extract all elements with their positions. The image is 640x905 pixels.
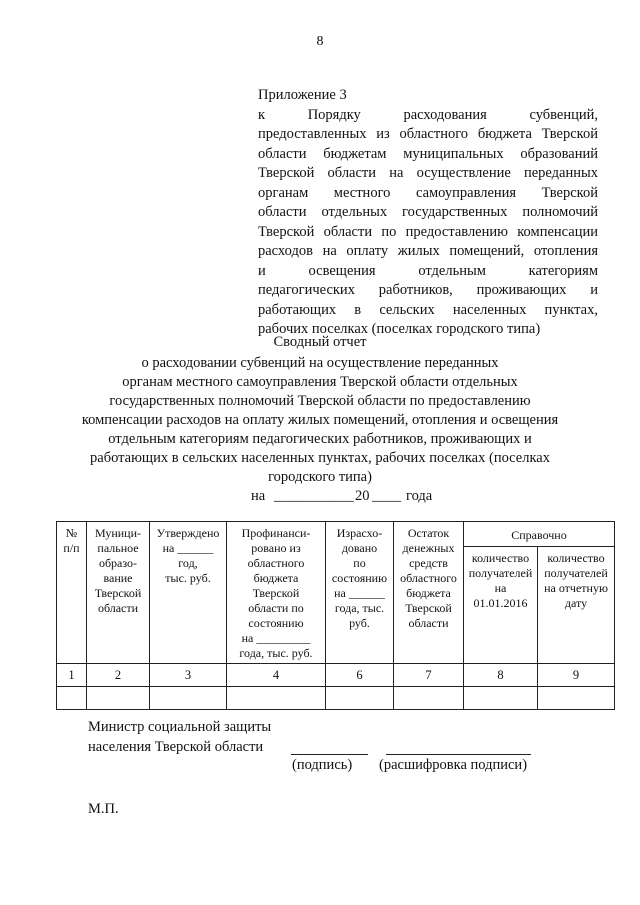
- appendix-line: расходов на оплату жилых помещений, отопления: [258, 243, 598, 259]
- header-line: №: [65, 526, 78, 540]
- header-line: на отчетную: [544, 581, 608, 595]
- empty-data-row: [57, 687, 615, 710]
- header-line: ровано из: [251, 541, 301, 555]
- minister-title-line1: Министр социальной защиты: [88, 719, 272, 735]
- column-number: 3: [150, 664, 227, 687]
- header-line: количество: [547, 551, 605, 565]
- appendix-line: к Порядку расходования субвенций,: [258, 106, 598, 123]
- report-table: [56, 521, 615, 710]
- column-number: 9: [538, 664, 615, 687]
- appendix-line: области отдельных государственных полномочий: [258, 204, 598, 220]
- header-line: Тверской: [94, 586, 142, 600]
- column-number: 7: [394, 664, 464, 687]
- header-line: области по: [248, 601, 304, 615]
- header-line: пальное: [97, 541, 139, 555]
- header-line: бюджета: [406, 586, 451, 600]
- appendix-line: педагогических работников, проживающих и: [258, 282, 598, 298]
- signature-label: (подпись): [292, 757, 353, 773]
- header-line: состоянию: [331, 571, 388, 585]
- cell: [326, 687, 394, 710]
- header-line: дату: [564, 596, 588, 610]
- header-line: тыс. руб.: [165, 571, 211, 585]
- header-reference: Справочно: [464, 522, 615, 547]
- header-line: Тверской: [252, 586, 300, 600]
- minister-title-line2: населения Тверской области: [88, 739, 264, 755]
- title-line: отдельным категориям педагогических работников, проживающих и: [108, 431, 532, 447]
- header-line: на _________: [241, 631, 311, 645]
- stamp-label: М.П.: [88, 801, 119, 817]
- header-line: года, тыс.: [334, 601, 385, 615]
- header-line: области: [97, 601, 139, 615]
- cell: [150, 687, 227, 710]
- header-line: Муници-: [94, 526, 142, 540]
- header-municipality: [87, 522, 150, 664]
- header-line: руб.: [349, 616, 370, 630]
- header-balance: [394, 522, 464, 664]
- header-line: образо-: [98, 556, 138, 570]
- appendix-line: Тверской области на осуществление переданных: [258, 165, 598, 181]
- header-financed: [227, 522, 326, 664]
- header-line: 01.01.2016: [473, 596, 528, 610]
- column-number: 2: [87, 664, 150, 687]
- decode-blank: [386, 754, 531, 755]
- header-line: средств: [409, 556, 448, 570]
- appendix-line: и освещения отдельным категориям: [258, 262, 598, 279]
- cell: [87, 687, 150, 710]
- appendix-line: органам местного самоуправления Тверской: [258, 184, 598, 201]
- header-line: количество: [471, 551, 530, 565]
- date-year-prefix: 20: [355, 488, 370, 504]
- header-line: получателей: [468, 566, 533, 580]
- header-line: Утверждено: [156, 526, 220, 540]
- date-blank-day-month: ___________: [274, 488, 354, 504]
- title-line: о расходовании субвенций на осуществление переданных: [141, 355, 499, 371]
- title-line: органам местного самоуправления Тверской области отдельных: [122, 374, 518, 390]
- appendix-line: рабочих поселках (поселках городского типа): [258, 321, 541, 337]
- header-line: года, тыс. руб.: [239, 646, 313, 660]
- header-line: год,: [178, 556, 198, 570]
- cell: [538, 687, 615, 710]
- signature-blank: [291, 754, 368, 755]
- column-number: 4: [227, 664, 326, 687]
- title-line: городского типа): [268, 469, 372, 485]
- header-number: [57, 522, 87, 664]
- cell: [394, 687, 464, 710]
- title-line: государственных полномочий Тверской области по предоставлению: [109, 393, 531, 409]
- date-suffix: года: [406, 488, 433, 504]
- header-line: на ______: [334, 586, 385, 600]
- decode-label: (расшифровка подписи): [379, 757, 528, 773]
- header-line: получателей: [544, 566, 608, 580]
- header-line: Профинанси-: [241, 526, 311, 540]
- header-line: денежных: [402, 541, 455, 555]
- header-line: п/п: [63, 541, 80, 555]
- header-line: бюджета: [253, 571, 299, 585]
- header-line: Израсхо-: [336, 526, 383, 540]
- appendix-line: Приложение 3: [258, 87, 347, 103]
- header-line: Тверской: [405, 601, 452, 615]
- header-recipients-2016: [464, 547, 538, 664]
- title-line: компенсации расходов на оплату жилых помещений, отопления и освещения: [81, 412, 559, 428]
- cell: [227, 687, 326, 710]
- title-heading: Сводный отчет: [273, 334, 367, 350]
- title-line: работающих в сельских населенных пунктах, рабочих поселках (поселках: [90, 450, 550, 466]
- column-number-row: [57, 664, 615, 687]
- header-spent: [326, 522, 394, 664]
- cell: [464, 687, 538, 710]
- appendix-line: работающих в сельских населенных пунктах,: [258, 301, 598, 318]
- header-line: состоянию: [248, 616, 304, 630]
- header-line: области: [408, 616, 449, 630]
- column-number: 6: [326, 664, 394, 687]
- appendix-line: Тверской области по предоставлению компенсации: [258, 223, 598, 240]
- column-number: 8: [464, 664, 538, 687]
- header-line: вание: [103, 571, 133, 585]
- date-blank-year: ____: [372, 488, 401, 504]
- page-number: 8: [316, 34, 324, 49]
- appendix-line: предоставленных из областного бюджета Тверской: [258, 126, 598, 142]
- header-recipients-report-date: [538, 547, 615, 664]
- header-line: по: [353, 556, 366, 570]
- header-approved: [150, 522, 227, 664]
- header-line: на ______: [162, 541, 214, 555]
- column-number: 1: [57, 664, 87, 687]
- header-line: областного: [400, 571, 457, 585]
- appendix-line: области бюджетам муниципальных образований: [258, 145, 598, 162]
- report-title: [60, 333, 580, 487]
- header-line: довано: [341, 541, 378, 555]
- appendix-block: [258, 86, 598, 340]
- header-line: областного: [247, 556, 305, 570]
- header-line: на: [494, 581, 507, 595]
- date-prefix: на: [251, 488, 266, 504]
- cell: [57, 687, 87, 710]
- header-line: Остаток: [407, 526, 450, 540]
